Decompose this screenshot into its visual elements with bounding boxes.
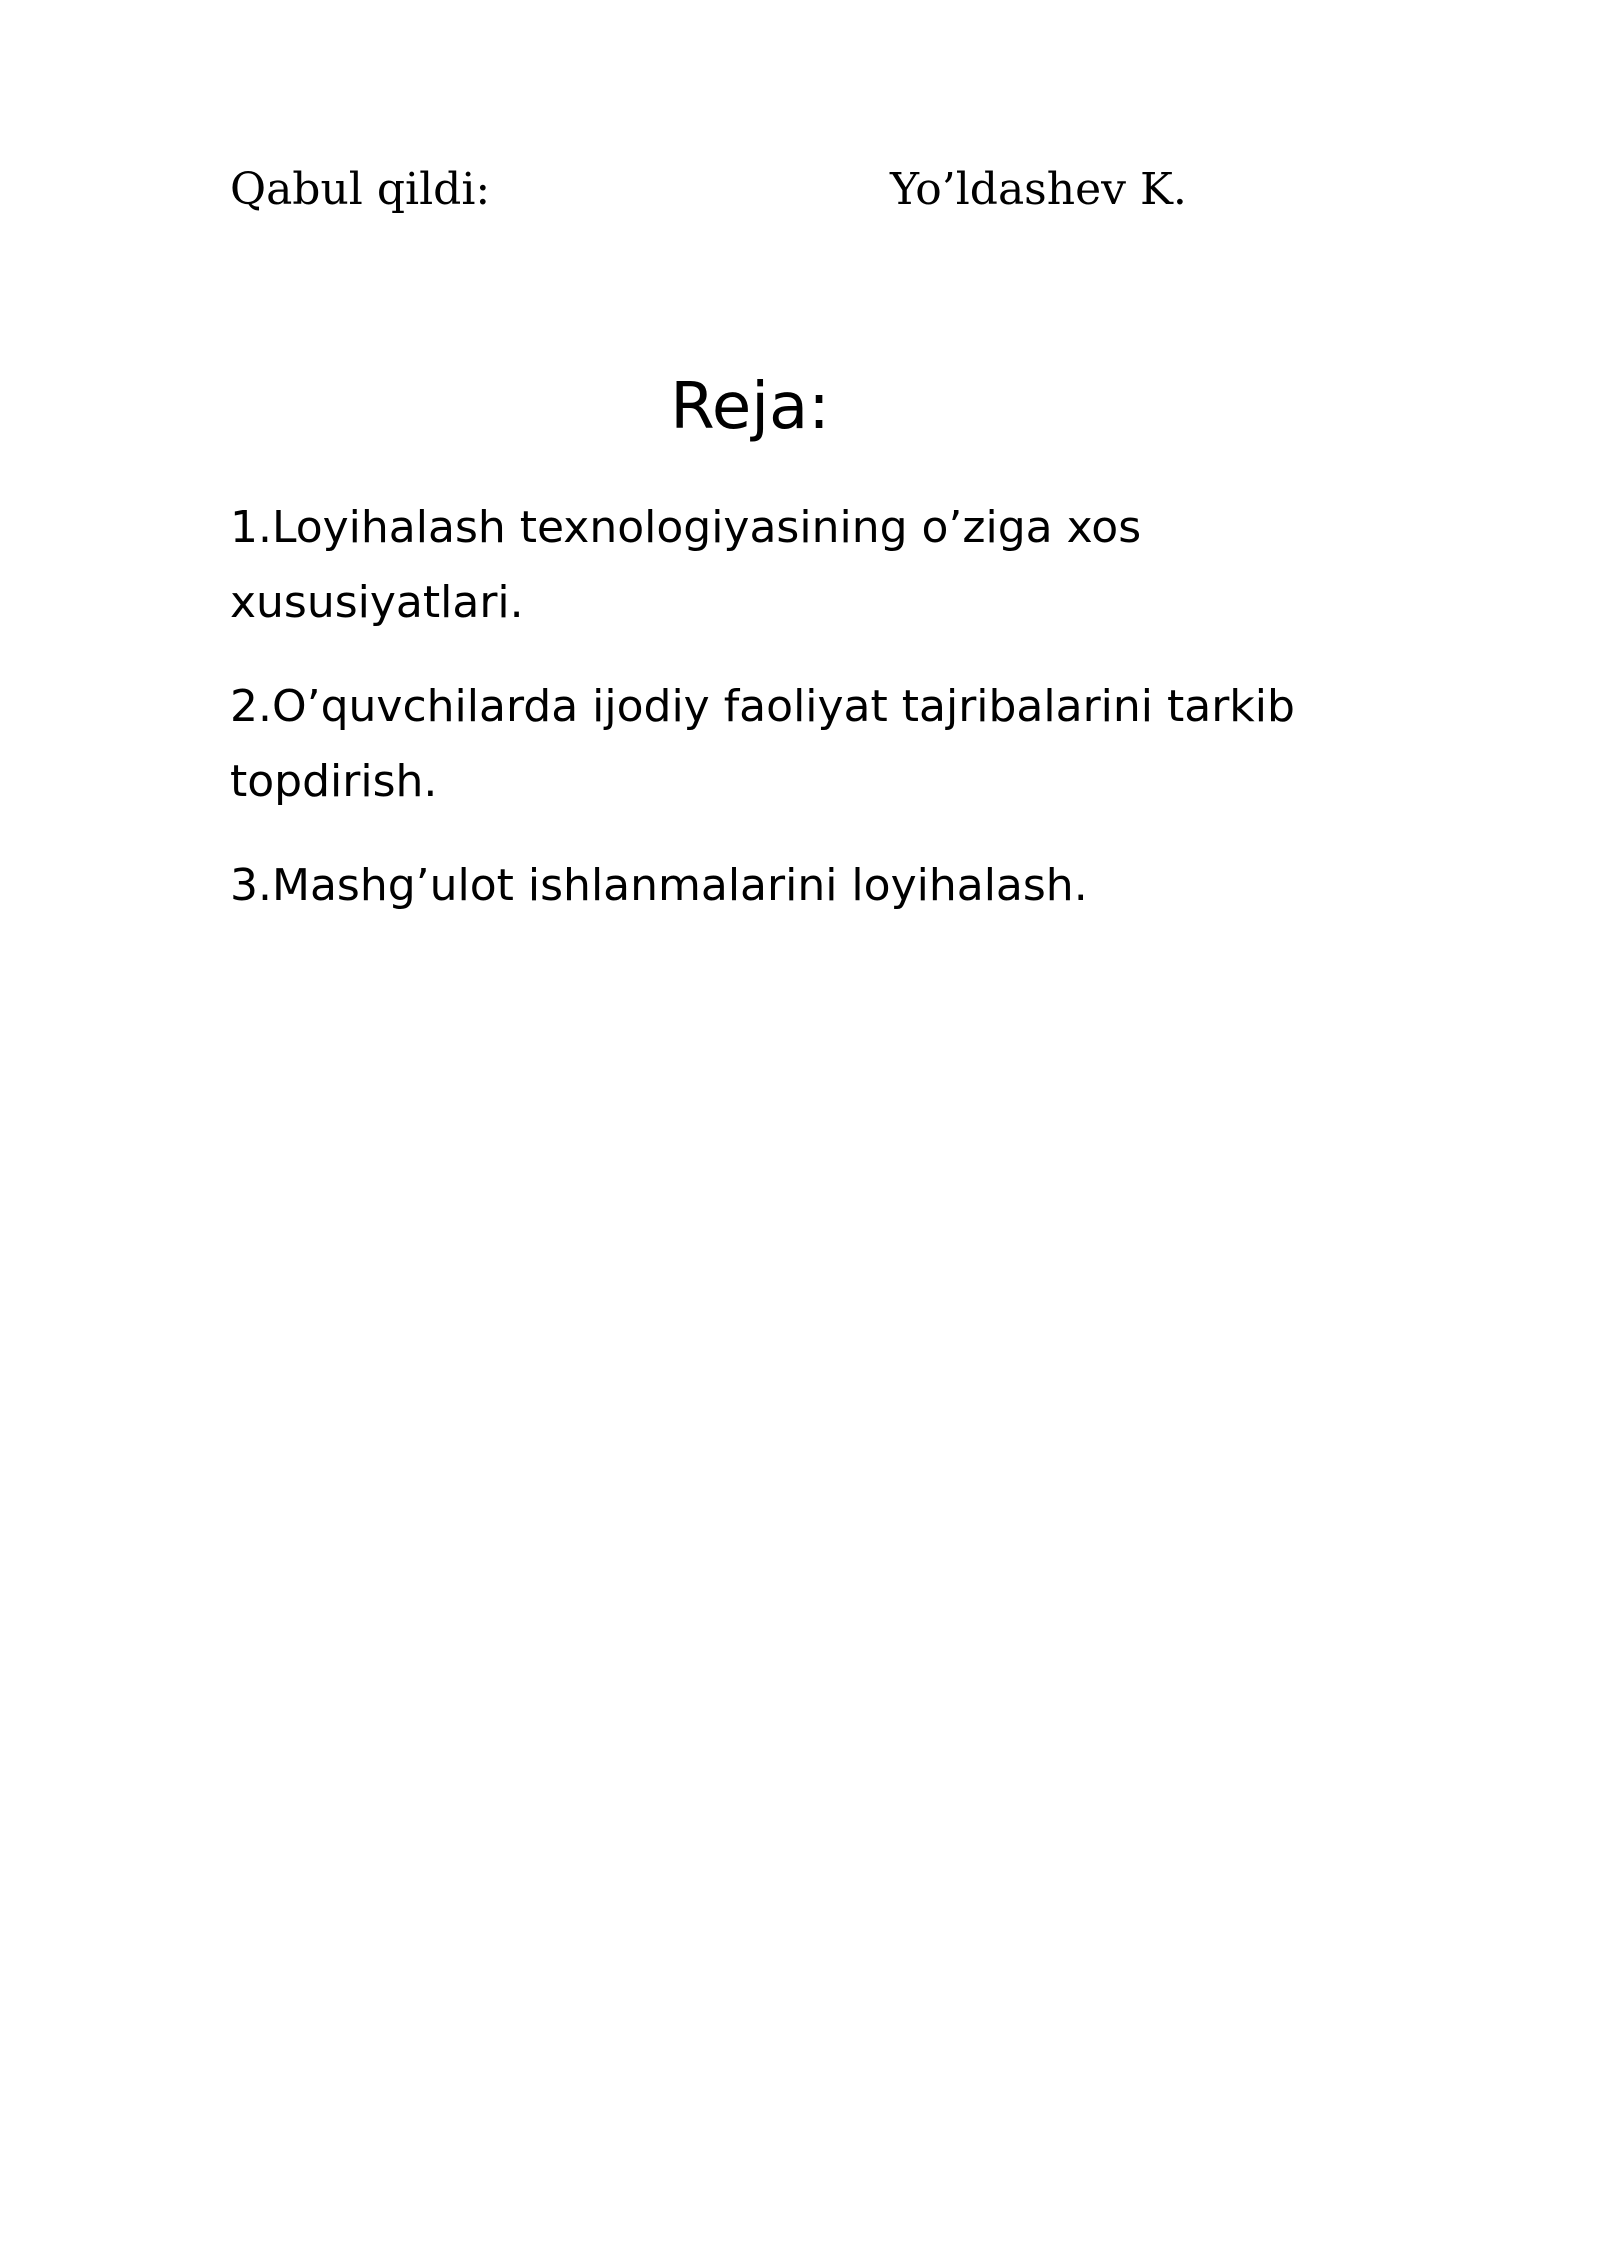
accepted-by-label: Qabul qildi: (230, 164, 491, 215)
plan-item-3: 3.Mashg’ulot ishlanmalarini loyihalash. (230, 860, 1088, 911)
plan-item-1: 1.Loyihalash texnologiyasining o’ziga xos xususiyatlari. (230, 502, 1142, 628)
plan-item-2: 2.O’quvchilarda ijodiy faoliyat tajribalarini tarkib topdirish. (230, 681, 1295, 807)
plan-list (230, 490, 1430, 952)
plan-title: Reja: (670, 370, 830, 444)
accepted-by-row (230, 160, 1430, 220)
accepted-by-name: Yo’ldashev K. (890, 164, 1187, 215)
